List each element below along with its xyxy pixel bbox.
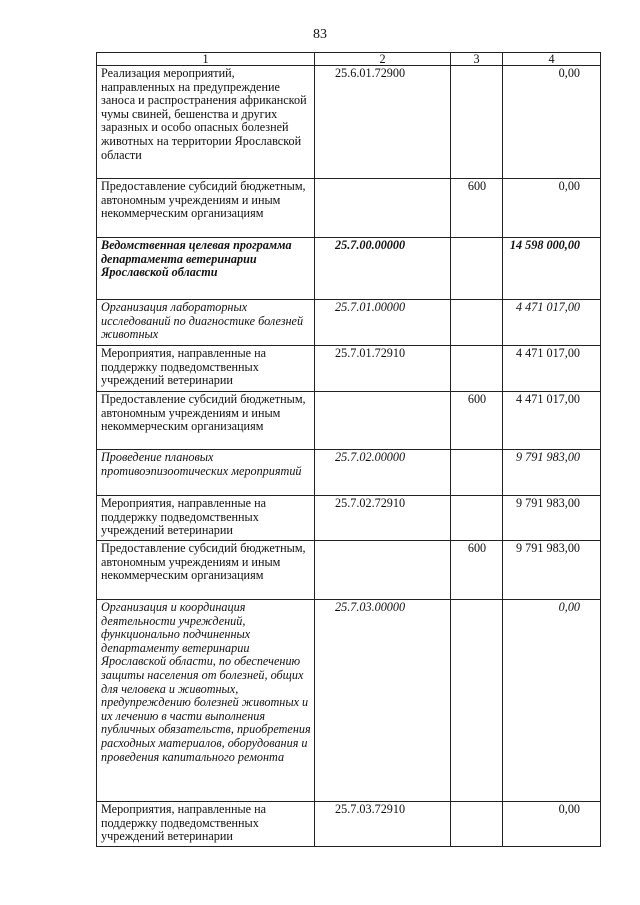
row-type-cell xyxy=(451,496,503,541)
row-amount-cell: 9 791 983,00 xyxy=(503,541,601,600)
row-name-cell: Предоставление субсидий бюджетным, автономным учреждениям и иным некоммерческим организациям xyxy=(97,541,315,600)
row-code-cell: 25.7.02.00000 xyxy=(315,450,451,496)
row-name-cell: Реализация мероприятий, направленных на предупреждение заноса и распространения африканской чумы свиней, бешенства и других заразных и особо опасных болезней животных на территории Ярославской области xyxy=(97,66,315,179)
row-name-cell: Ведомственная целевая программа департамента ветеринарии Ярославской области xyxy=(97,238,315,300)
row-name-cell: Мероприятия, направленные на поддержку подведомственных учреждений ветеринарии xyxy=(97,802,315,847)
row-name-cell: Организация и координация деятельности учреждений, функционально подчиненных департаменту ветеринарии Ярославской области, по обеспечению защиты населения от болезней, общих для человека и животных, предупреждению болезней животных и их лечению в части выполнения публичных обязательств, приобретения расходных материалов, оборудования и проведения капитального ремонта xyxy=(97,600,315,802)
row-name-cell: Организация лабораторных исследований по диагностике болезней животных xyxy=(97,300,315,346)
table-row xyxy=(97,600,601,802)
table-row xyxy=(97,66,601,179)
column-header: 3 xyxy=(451,53,503,66)
table-row xyxy=(97,802,601,847)
column-header: 4 xyxy=(503,53,601,66)
row-amount-cell: 0,00 xyxy=(503,802,601,847)
row-amount-cell: 9 791 983,00 xyxy=(503,450,601,496)
row-code-cell xyxy=(315,392,451,450)
row-amount-cell: 0,00 xyxy=(503,600,601,802)
row-type-cell xyxy=(451,66,503,179)
row-amount-cell: 14 598 000,00 xyxy=(503,238,601,300)
row-code-cell: 25.6.01.72900 xyxy=(315,66,451,179)
row-type-cell xyxy=(451,238,503,300)
row-type-cell xyxy=(451,346,503,392)
row-type-cell: 600 xyxy=(451,179,503,238)
row-code-cell: 25.7.01.00000 xyxy=(315,300,451,346)
row-type-cell xyxy=(451,450,503,496)
row-code-cell: 25.7.03.00000 xyxy=(315,600,451,802)
table-row xyxy=(97,392,601,450)
column-header: 1 xyxy=(97,53,315,66)
table-row xyxy=(97,496,601,541)
row-name-cell: Предоставление субсидий бюджетным, автономным учреждениям и иным некоммерческим организациям xyxy=(97,392,315,450)
table-row xyxy=(97,541,601,600)
row-amount-cell: 4 471 017,00 xyxy=(503,392,601,450)
row-code-cell: 25.7.00.00000 xyxy=(315,238,451,300)
row-amount-cell: 4 471 017,00 xyxy=(503,300,601,346)
row-type-cell: 600 xyxy=(451,541,503,600)
table-row xyxy=(97,238,601,300)
row-code-cell: 25.7.03.72910 xyxy=(315,802,451,847)
row-amount-cell: 9 791 983,00 xyxy=(503,496,601,541)
table-row xyxy=(97,300,601,346)
row-amount-cell: 0,00 xyxy=(503,66,601,179)
row-code-cell: 25.7.02.72910 xyxy=(315,496,451,541)
row-amount-cell: 0,00 xyxy=(503,179,601,238)
table-row xyxy=(97,346,601,392)
row-amount-cell: 4 471 017,00 xyxy=(503,346,601,392)
budget-table xyxy=(96,52,601,847)
table-row xyxy=(97,179,601,238)
row-code-cell: 25.7.01.72910 xyxy=(315,346,451,392)
row-code-cell xyxy=(315,541,451,600)
row-code-cell xyxy=(315,179,451,238)
row-name-cell: Мероприятия, направленные на поддержку подведомственных учреждений ветеринарии xyxy=(97,346,315,392)
column-header: 2 xyxy=(315,53,451,66)
row-name-cell: Предоставление субсидий бюджетным, автономным учреждениям и иным некоммерческим организациям xyxy=(97,179,315,238)
table-row xyxy=(97,450,601,496)
row-name-cell: Проведение плановых противоэпизоотических мероприятий xyxy=(97,450,315,496)
page-number: 83 xyxy=(313,27,327,42)
row-type-cell xyxy=(451,802,503,847)
row-type-cell xyxy=(451,600,503,802)
row-name-cell: Мероприятия, направленные на поддержку подведомственных учреждений ветеринарии xyxy=(97,496,315,541)
row-type-cell xyxy=(451,300,503,346)
table-header-row xyxy=(97,53,601,66)
row-type-cell: 600 xyxy=(451,392,503,450)
